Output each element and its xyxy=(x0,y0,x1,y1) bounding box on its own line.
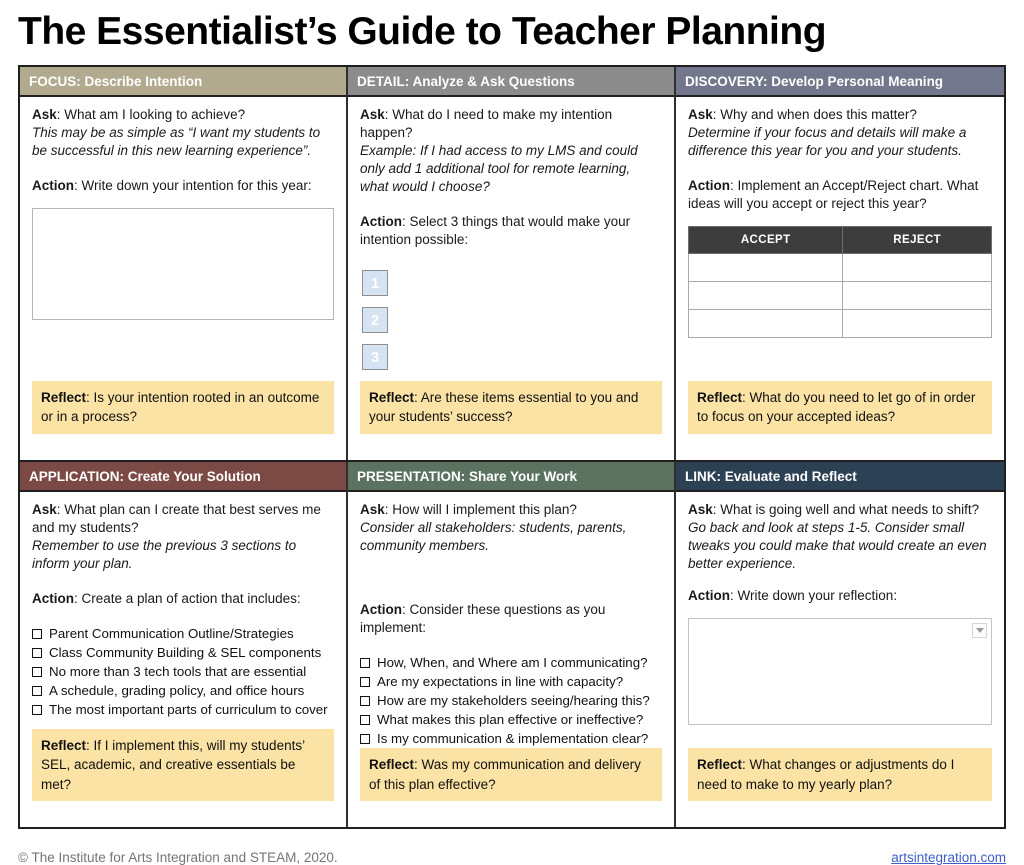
checklist-item[interactable] xyxy=(360,710,662,729)
action-label: Action xyxy=(360,214,402,230)
ask-line xyxy=(32,501,334,537)
action-label: Action xyxy=(32,590,74,606)
ask-note: Determine if your focus and details will make a difference this year for you and your students. xyxy=(688,125,967,159)
checklist-item-label: Class Community Building & SEL components xyxy=(49,644,322,660)
checkbox-icon[interactable] xyxy=(360,696,370,706)
checkbox-icon[interactable] xyxy=(32,629,42,639)
reflect-text: : Was my communication and delivery of this plan effective? xyxy=(369,757,641,792)
step-box-2[interactable]: 2 xyxy=(362,307,388,333)
action-line xyxy=(688,177,992,213)
table-row xyxy=(689,254,992,282)
checkbox-icon[interactable] xyxy=(360,658,370,668)
checklist-item[interactable] xyxy=(32,681,334,700)
reflection-text-input[interactable] xyxy=(688,618,992,725)
step-box-3[interactable]: 3 xyxy=(362,344,388,370)
ask-text: : Why and when does this matter? xyxy=(712,107,917,122)
section-header-link: LINK: Evaluate and Reflect xyxy=(676,462,1004,492)
ask-label: Ask xyxy=(688,501,713,517)
ask-text: : What do I need to make my intention happen? xyxy=(360,107,613,141)
checklist-item-label: What makes this plan effective or ineffective? xyxy=(377,711,644,727)
checkbox-icon[interactable] xyxy=(32,686,42,696)
table-row xyxy=(689,310,992,338)
chevron-down-icon xyxy=(976,628,984,633)
checklist-item-label: How are my stakeholders seeing/hearing this? xyxy=(377,692,650,708)
ask-note: Consider all stakeholders: students, parents, community members. xyxy=(360,519,627,553)
section-header-application: APPLICATION: Create Your Solution xyxy=(20,462,346,492)
checklist-item-label: Parent Communication Outline/Strategies xyxy=(49,625,294,641)
accept-cell[interactable] xyxy=(689,254,843,282)
accept-reject-header-row xyxy=(689,227,992,254)
artsintegration-link[interactable]: artsintegration.com xyxy=(891,850,1006,865)
section-header-presentation: PRESENTATION: Share Your Work xyxy=(348,462,674,492)
accept-reject-table xyxy=(688,226,992,338)
ask-line xyxy=(32,106,334,124)
checklist-item-label: A schedule, grading policy, and office hours xyxy=(49,682,305,698)
action-text: : Create a plan of action that includes: xyxy=(74,590,301,606)
reject-cell[interactable] xyxy=(843,254,992,282)
reflect-label: Reflect xyxy=(41,737,87,753)
section-presentation xyxy=(348,462,676,828)
ask-label: Ask xyxy=(32,501,57,517)
checklist-item-label: How, When, and Where am I communicating? xyxy=(377,654,648,670)
copyright-text: © The Institute for Arts Integration and STEAM, 2020. xyxy=(18,850,338,865)
section-header-discovery: DISCOVERY: Develop Personal Meaning xyxy=(676,67,1004,97)
page-footer xyxy=(18,850,1006,865)
checkbox-icon[interactable] xyxy=(32,705,42,715)
section-header-focus: FOCUS: Describe Intention xyxy=(20,67,346,97)
page-title: The Essentialist’s Guide to Teacher Planning xyxy=(18,10,827,53)
action-line xyxy=(32,177,334,195)
ask-note: Example: If I had access to my LMS and could only add 1 additional tool for remote learning, what would I choose? xyxy=(360,143,638,195)
checkbox-icon[interactable] xyxy=(32,667,42,677)
accept-cell[interactable] xyxy=(689,310,843,338)
action-text: : Write down your intention for this year: xyxy=(74,178,312,194)
plan-checklist xyxy=(32,624,334,719)
section-discovery xyxy=(676,67,1004,460)
ask-text: : What am I looking to achieve? xyxy=(56,107,246,122)
section-body-link xyxy=(676,492,1004,828)
checklist-item-label: Is my communication & implementation clear? xyxy=(377,730,649,746)
reflect-text: : If I implement this, will my students’ SEL, academic, and creative essentials be met? xyxy=(41,737,305,792)
ask-line xyxy=(360,501,662,519)
reflect-text: : Are these items essential to you and your students’ success? xyxy=(369,389,639,425)
ask-label: Ask xyxy=(688,107,713,122)
reflect-text: : Is your intention rooted in an outcome or in a process? xyxy=(41,389,320,425)
reject-cell[interactable] xyxy=(843,282,992,310)
ask-note: Remember to use the previous 3 sections to inform your plan. xyxy=(32,537,297,571)
action-label: Action xyxy=(688,587,730,603)
checklist-item[interactable] xyxy=(360,653,662,672)
checklist-item[interactable] xyxy=(32,643,334,662)
reflect-text: : What do you need to let go of in order to focus on your accepted ideas? xyxy=(697,389,976,425)
step-box-list xyxy=(360,270,662,381)
section-body-focus xyxy=(20,97,346,460)
action-label: Action xyxy=(360,601,402,617)
intention-text-input[interactable] xyxy=(32,208,334,320)
action-line xyxy=(360,601,662,637)
reflect-label: Reflect xyxy=(41,389,87,405)
checkbox-icon[interactable] xyxy=(360,677,370,687)
checklist-item-label: No more than 3 tech tools that are essential xyxy=(49,663,307,679)
checklist-item[interactable] xyxy=(32,662,334,681)
checklist-item-label: The most important parts of curriculum to cover xyxy=(49,701,328,717)
implementation-checklist xyxy=(360,653,662,748)
table-row xyxy=(689,282,992,310)
ask-note: This may be as simple as “I want my students to be successful in this new learning experience”. xyxy=(32,125,321,159)
action-text: : Write down your reflection: xyxy=(730,587,898,603)
step-box-1[interactable]: 1 xyxy=(362,270,388,296)
action-line xyxy=(360,213,662,249)
ask-line xyxy=(688,501,992,519)
section-body-discovery xyxy=(676,97,1004,460)
reflect-label: Reflect xyxy=(697,757,743,773)
ask-text: : What plan can I create that best serves me and my students? xyxy=(32,501,321,535)
action-line xyxy=(32,590,334,608)
action-line xyxy=(688,587,992,605)
reflect-box-detail xyxy=(360,381,662,434)
action-text: : Select 3 things that would make your intention possible: xyxy=(360,214,631,248)
reflect-text: : What changes or adjustments do I need to make to my yearly plan? xyxy=(697,757,955,792)
action-label: Action xyxy=(688,178,730,194)
reject-column-header: REJECT xyxy=(843,227,992,254)
grid-row-1 xyxy=(20,67,1004,460)
section-body-application xyxy=(20,492,346,828)
action-text: : Implement an Accept/Reject chart. What ideas will you accept or reject this year? xyxy=(688,178,979,212)
checklist-item[interactable] xyxy=(32,700,334,719)
checklist-item-label: Are my expectations in line with capacity? xyxy=(377,673,624,689)
checkbox-icon[interactable] xyxy=(360,715,370,725)
reflect-label: Reflect xyxy=(369,389,415,405)
checklist-item[interactable] xyxy=(360,691,662,710)
checklist-item[interactable] xyxy=(360,729,662,748)
ask-label: Ask xyxy=(32,107,57,122)
checklist-item[interactable] xyxy=(32,624,334,643)
ask-line xyxy=(688,106,992,124)
reflect-label: Reflect xyxy=(369,757,415,773)
planning-grid xyxy=(18,65,1006,829)
section-body-detail xyxy=(348,97,674,460)
ask-line xyxy=(360,106,662,142)
reflect-box-link xyxy=(688,748,992,801)
accept-column-header: ACCEPT xyxy=(689,227,843,254)
dropdown-button[interactable] xyxy=(972,623,987,638)
section-detail xyxy=(348,67,676,460)
ask-text: : How will I implement this plan? xyxy=(384,501,577,517)
accept-cell[interactable] xyxy=(689,282,843,310)
checkbox-icon[interactable] xyxy=(32,648,42,658)
section-body-presentation xyxy=(348,492,674,828)
section-header-detail: DETAIL: Analyze & Ask Questions xyxy=(348,67,674,97)
reflect-box-discovery xyxy=(688,381,992,434)
reflect-label: Reflect xyxy=(697,389,743,405)
ask-note: Go back and look at steps 1-5. Consider small tweaks you could make that would create an even better experience. xyxy=(688,519,987,571)
ask-label: Ask xyxy=(360,501,385,517)
section-link xyxy=(676,462,1004,828)
reflect-box-focus xyxy=(32,381,334,434)
reflect-box-presentation xyxy=(360,748,662,801)
section-focus xyxy=(20,67,348,460)
ask-text: : What is going well and what needs to shift? xyxy=(712,501,980,517)
action-text: : Consider these questions as you implement: xyxy=(360,601,606,635)
checkbox-icon[interactable] xyxy=(360,734,370,744)
checklist-item[interactable] xyxy=(360,672,662,691)
reflect-box-application xyxy=(32,729,334,802)
ask-label: Ask xyxy=(360,107,385,122)
action-label: Action xyxy=(32,178,74,194)
grid-row-2 xyxy=(20,460,1004,828)
section-application xyxy=(20,462,348,828)
reject-cell[interactable] xyxy=(843,310,992,338)
